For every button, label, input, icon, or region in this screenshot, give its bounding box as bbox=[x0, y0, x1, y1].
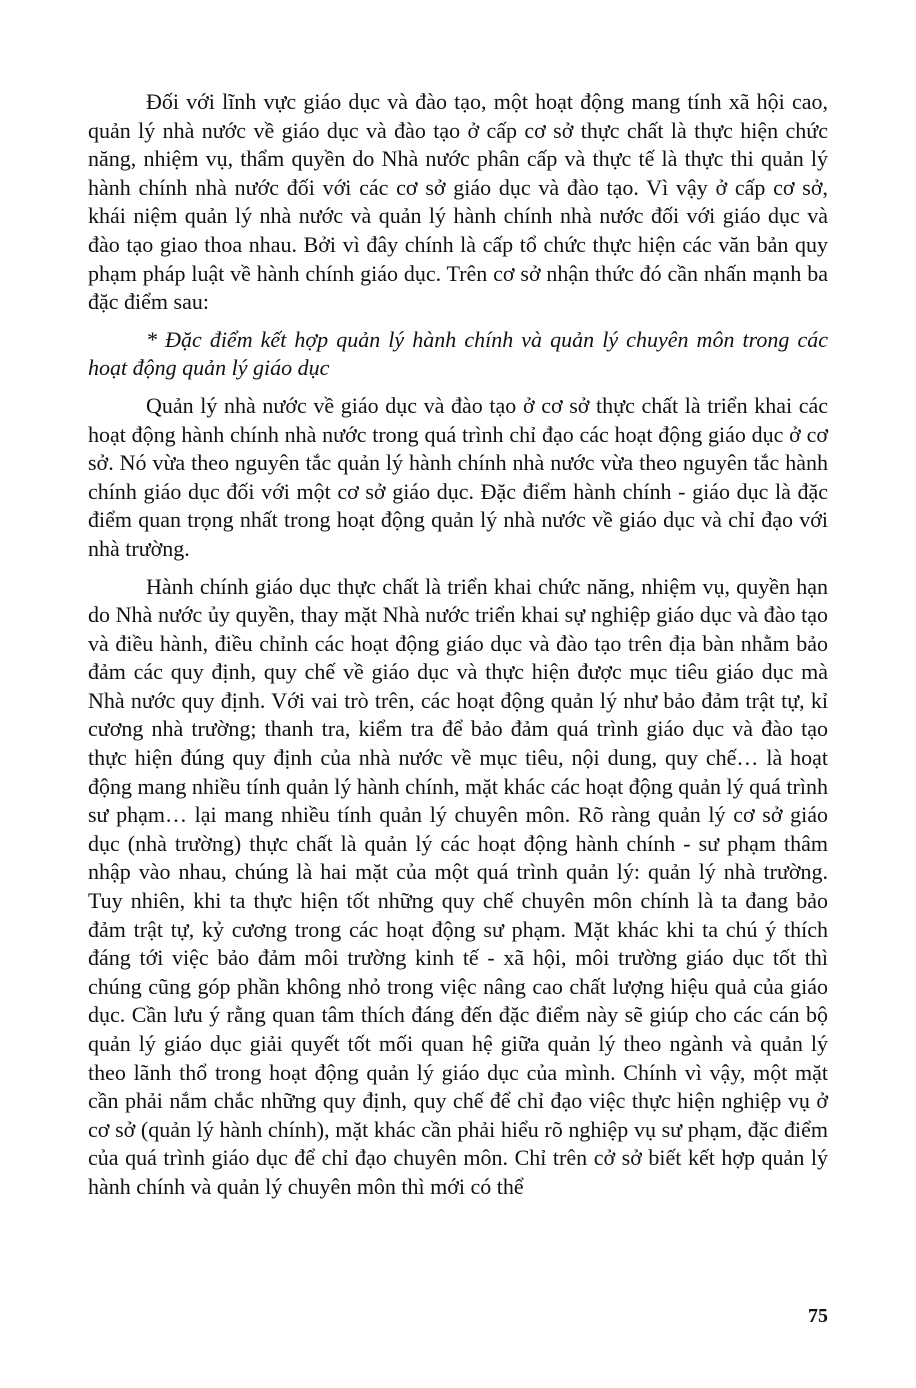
paragraph-state-management: Quản lý nhà nước về giáo dục và đào tạo ở cơ sở thực chất là triển khai các hoạt động hành chính nhà nước trong quá trình chỉ đạo các hoạt động giáo dục ở cơ sở. Nó vừa theo nguyên tắc quản lý hành chính nhà nước vừa theo nguyên tắc hành chính giáo dục đối với một cơ sở giáo dục. Đặc điểm hành chính - giáo dục là đặc điểm quan trọng nhất trong hoạt động quản lý nhà nước về giáo dục và chỉ đạo với nhà trường. bbox=[88, 392, 828, 561]
paragraph-education-administration: Hành chính giáo dục thực chất là triển khai chức năng, nhiệm vụ, quyền hạn do Nhà nước ủy quyền, thay mặt Nhà nước triển khai sự nghiệp giáo dục và đào tạo và điều hành, điều chỉnh các hoạt động giáo dục và đào tạo trên địa bàn nhằm bảo đảm các quy định, quy chế về giáo dục và thực hiện được mục tiêu giáo dục mà Nhà nước quy định. Với vai trò trên, các hoạt động quản lý như bảo đảm trật tự, kỉ cương nhà trường; thanh tra, kiểm tra để bảo đảm quá trình giáo dục và đào tạo thực hiện đúng quy định của nhà nước về mục tiêu, nội dung, quy chế… là hoạt động mang nhiều tính quản lý hành chính, mặt khác các hoạt động quản lý quá trình sư phạm… lại mang nhiều tính quản lý chuyên môn. Rõ ràng quản lý cơ sở giáo dục (nhà trường) thực chất là quản lý các hoạt động hành chính - sư phạm thâm nhập vào nhau, chúng là hai mặt của một quá trình quản lý: quản lý nhà trường. Tuy nhiên, khi ta thực hiện tốt những quy chế chuyên môn chính là ta đang bảo đảm trật tự, kỷ cương trong các hoạt động sư phạm. Mặt khác khi ta chú ý thích đáng tới việc bảo đảm môi trường kinh tế - xã hội, môi trường giáo dục tốt thì chúng cũng góp phần không nhỏ trong việc nâng cao chất lượng hiệu quả của giáo dục. Cần lưu ý rằng quan tâm thích đáng đến đặc điểm này sẽ giúp cho các cán bộ quản lý giáo dục giải quyết tốt mối quan hệ giữa quản lý theo ngành và quản lý theo lãnh thổ trong hoạt động quản lý giáo dục của mình. Chính vì vậy, một mặt cần phải nắm chắc những quy định, quy chế để chỉ đạo việc thực hiện nghiệp vụ ở cơ sở (quản lý hành chính), mặt khác cần phải hiểu rõ nghiệp vụ sư phạm, đặc điểm của quá trình giáo dục để chỉ đạo chuyên môn. Chỉ trên cở sở biết kết hợp quản lý hành chính và quản lý chuyên môn thì mới có thể bbox=[88, 573, 828, 1199]
paragraph-intro: Đối với lĩnh vực giáo dục và đào tạo, một hoạt động mang tính xã hội cao, quản lý nhà nước về giáo dục và đào tạo ở cấp cơ sở thực chất là thực hiện chức năng, nhiệm vụ, thẩm quyền do Nhà nước phân cấp và thực tế là thực thi quản lý hành chính nhà nước đối với các cơ sở giáo dục và đào tạo. Vì vậy ở cấp cơ sở, khái niệm quản lý nhà nước và quản lý hành chính nhà nước đối với giáo dục và đào tạo giao thoa nhau. Bởi vì đây chính là cấp tổ chức thực hiện các văn bản quy phạm pháp luật về hành chính giáo dục. Trên cơ sở nhận thức đó cần nhấn mạnh ba đặc điểm sau: bbox=[88, 89, 828, 315]
section-heading: * Đặc điểm kết hợp quản lý hành chính và quản lý chuyên môn trong các hoạt động quản lý giáo dục bbox=[88, 326, 828, 381]
page-body bbox=[88, 88, 828, 1211]
page-number: 75 bbox=[808, 1305, 828, 1327]
